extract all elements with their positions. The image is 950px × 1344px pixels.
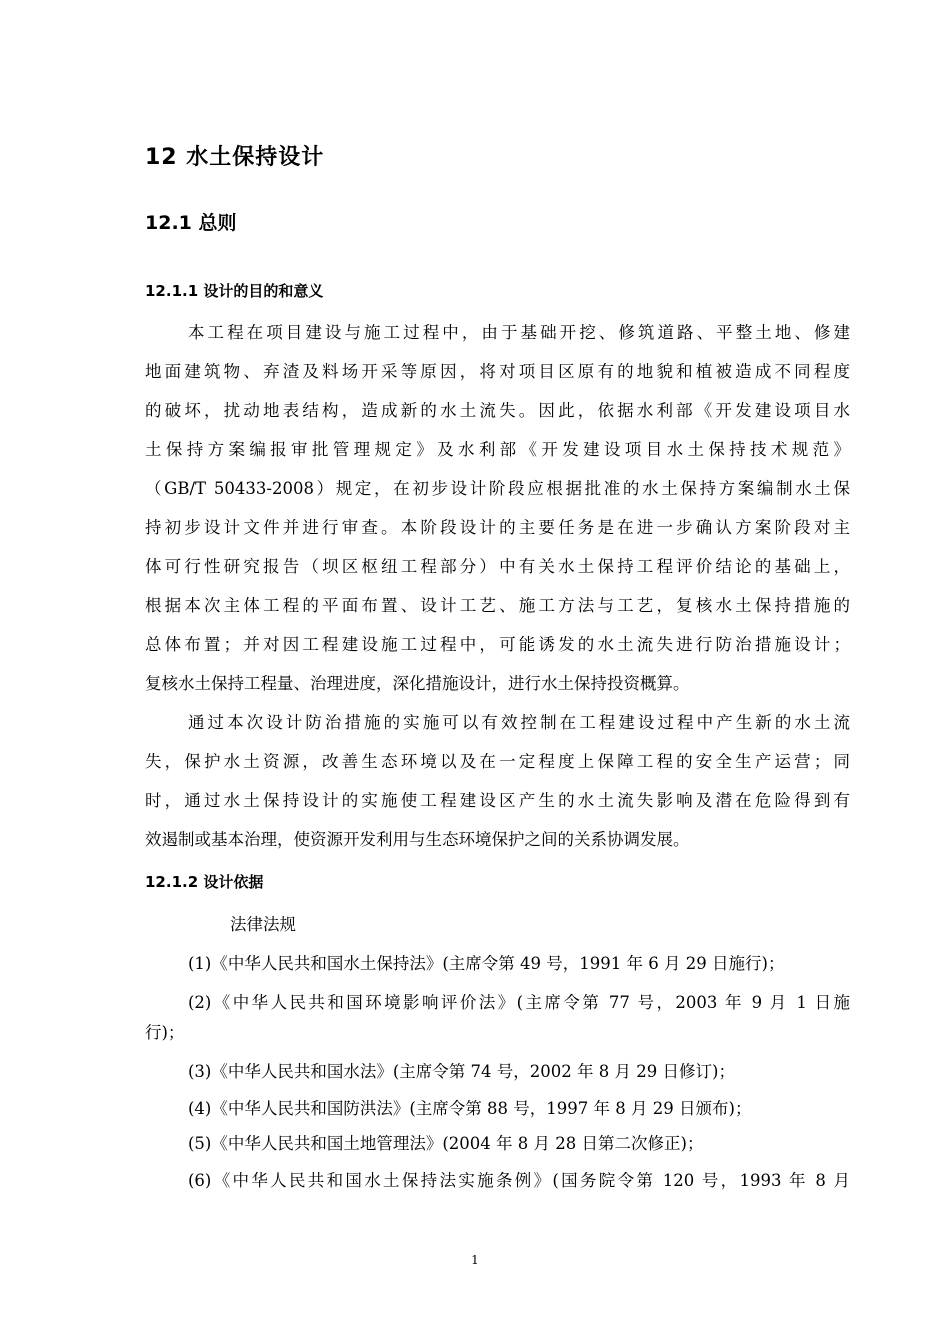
paragraph-2-line-4: 效遏制或基本治理，使资源开发利用与生态环境保护之间的关系协调发展。: [145, 830, 690, 849]
law-item-2-line-1: (2)《中华人民共和国环境影响评价法》(主席令第 77 号，2003 年 9 月 1 日施: [188, 993, 850, 1012]
paragraph-1-line-6: 持初步设计文件并进行审查。本阶段设计的主要任务是在进一步确认方案阶段对主: [145, 518, 850, 537]
paragraph-1-line-8: 根据本次主体工程的平面布置、设计工艺、施工方法与工艺，复核水土保持措施的: [145, 596, 850, 615]
laws-heading: 法律法规: [230, 915, 296, 934]
law-item-2-line-2: 行)；: [145, 1023, 185, 1042]
section-title: 12.1 总则: [145, 212, 237, 234]
paragraph-1-line-1: 本工程在项目建设与施工过程中，由于基础开挖、修筑道路、平整土地、修建: [188, 323, 850, 342]
paragraph-1-line-9: 总体布置；并对因工程建设施工过程中，可能诱发的水土流失进行防治措施设计；: [145, 635, 850, 654]
paragraph-1-line-10: 复核水土保持工程量、治理进度，深化措施设计，进行水土保持投资概算。: [145, 674, 690, 693]
law-item-4: (4)《中华人民共和国防洪法》(主席令第 88 号，1997 年 8 月 29 日颁布)；: [188, 1099, 752, 1118]
paragraph-1-line-7: 体可行性研究报告（坝区枢纽工程部分）中有关水土保持工程评价结论的基础上，: [145, 557, 850, 576]
paragraph-1-line-5: （GB/T 50433-2008）规定，在初步设计阶段应根据批准的水土保持方案编制水土保: [145, 479, 850, 498]
paragraph-1-line-3: 的破坏，扰动地表结构，造成新的水土流失。因此，依据水利部《开发建设项目水: [145, 401, 850, 420]
paragraph-1-line-4: 土保持方案编报审批管理规定》及水利部《开发建设项目水土保持技术规范》: [145, 440, 850, 459]
page-number: 1: [471, 1253, 479, 1267]
subsection-title-basis: 12.1.2 设计依据: [145, 873, 264, 891]
subsection-title-purpose: 12.1.1 设计的目的和意义: [145, 282, 324, 300]
law-item-6: (6)《中华人民共和国水土保持法实施条例》(国务院令第 120 号，1993 年 8 月: [188, 1171, 850, 1190]
law-item-1: (1)《中华人民共和国水土保持法》(主席令第 49 号，1991 年 6 月 29 日施行)；: [188, 954, 785, 973]
chapter-title: 12 水土保持设计: [145, 145, 325, 170]
law-item-5: (5)《中华人民共和国土地管理法》(2004 年 8 月 28 日第二次修正)；: [188, 1134, 704, 1153]
paragraph-1-line-2: 地面建筑物、弃渣及料场开采等原因，将对项目区原有的地貌和植被造成不同程度: [145, 362, 850, 381]
paragraph-2-line-2: 失，保护水土资源，改善生态环境以及在一定程度上保障工程的安全生产运营；同: [145, 752, 850, 771]
paragraph-2-line-3: 时，通过水土保持设计的实施使工程建设区产生的水土流失影响及潜在危险得到有: [145, 791, 850, 810]
law-item-3: (3)《中华人民共和国水法》(主席令第 74 号，2002 年 8 月 29 日修订)；: [188, 1062, 735, 1081]
paragraph-2-line-1: 通过本次设计防治措施的实施可以有效控制在工程建设过程中产生新的水土流: [188, 713, 850, 732]
